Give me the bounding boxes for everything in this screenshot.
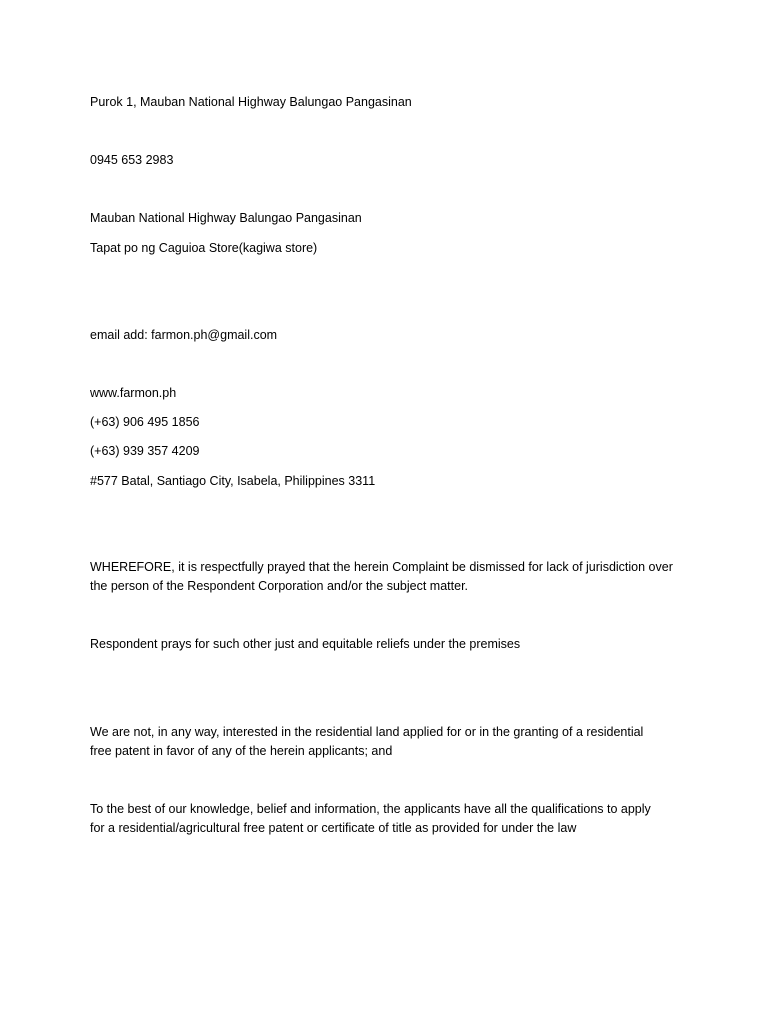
phone-line: 0945 653 2983 (90, 153, 174, 167)
phone-line: (+63) 939 357 4209 (90, 444, 200, 458)
email-line: email add: farmon.ph@gmail.com (90, 328, 278, 342)
wherefore-paragraph (90, 558, 690, 596)
interest-paragraph (90, 723, 690, 761)
address-line: Purok 1, Mauban National Highway Balungao Pangasinan (90, 95, 412, 109)
paragraph-line: To the best of our knowledge, belief and information, the applicants have all the qualifications to apply (90, 802, 651, 816)
phone-line: (+63) 906 495 1856 (90, 415, 200, 429)
paragraph-line: We are not, in any way, interested in the residential land applied for or in the granting of a residential (90, 725, 644, 739)
paragraph-line: WHEREFORE, it is respectfully prayed that the herein Complaint be dismissed for lack of jurisdiction over (90, 560, 673, 574)
address-line: #577 Batal, Santiago City, Isabela, Philippines 3311 (90, 474, 376, 488)
address-line: Mauban National Highway Balungao Pangasinan (90, 211, 362, 225)
landmark-line: Tapat po ng Caguioa Store(kagiwa store) (90, 241, 318, 255)
paragraph-line: free patent in favor of any of the herein applicants; and (90, 744, 393, 758)
paragraph-line: for a residential/agricultural free patent or certificate of title as provided for under the law (90, 821, 577, 835)
qualifications-paragraph (90, 800, 690, 838)
website-line: www.farmon.ph (90, 386, 177, 400)
relief-paragraph (90, 635, 690, 654)
paragraph-line: the person of the Respondent Corporation and/or the subject matter. (90, 579, 469, 593)
paragraph-line: Respondent prays for such other just and equitable reliefs under the premises (90, 637, 521, 651)
